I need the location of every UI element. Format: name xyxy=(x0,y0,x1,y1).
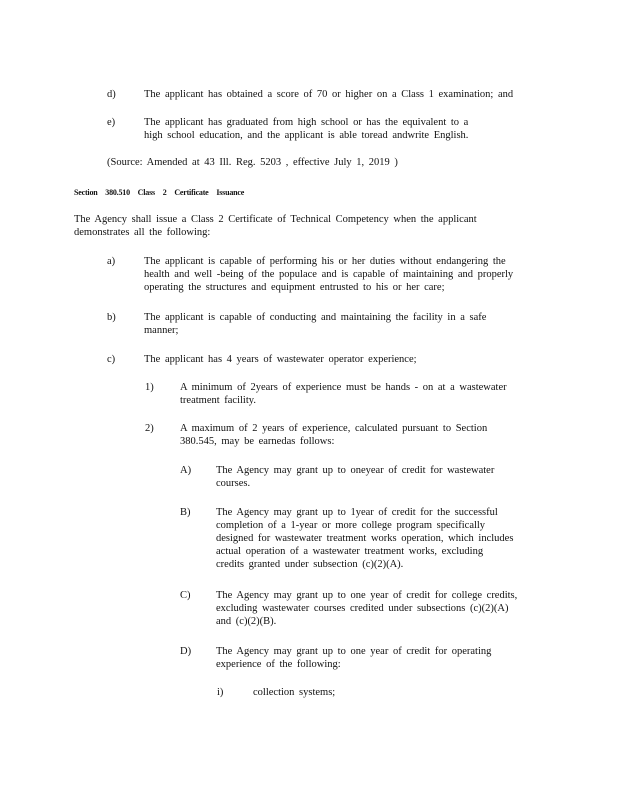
level3-D-line-1: The Agency may grant up to one year of credit for operating xyxy=(216,646,492,657)
level3-C-line-1: The Agency may grant up to one year of credit for college credits, xyxy=(216,590,518,601)
item-label-e: e) xyxy=(107,117,116,128)
level3-D-line-2: experience of the following: xyxy=(216,659,341,670)
level3-B-line-5: credits granted under subsection (c)(2)(A). xyxy=(216,559,404,570)
level3-label-C: C) xyxy=(180,590,191,601)
level1-a-line-3: operating the structures and equipment entrusted to his or her care; xyxy=(144,282,445,293)
level1-b-line-2: manner; xyxy=(144,325,179,336)
item-d-line-1: The applicant has obtained a score of 70 or higher on a Class 1 examination; and xyxy=(144,89,514,100)
level1-label-c: c) xyxy=(107,354,116,365)
level3-label-B: B) xyxy=(180,507,191,518)
item-e-line-2: high school education, and the applicant is able toread andwrite English. xyxy=(144,130,469,141)
level3-A-line-1: The Agency may grant up to oneyear of credit for wastewater xyxy=(216,465,495,476)
level3-B-line-1: The Agency may grant up to 1year of credit for the successful xyxy=(216,507,498,518)
level3-label-D: D) xyxy=(180,646,192,657)
level3-C-line-3: and (c)(2)(B). xyxy=(216,616,277,627)
intro-line-2: demonstrates all the following: xyxy=(74,227,211,238)
level2-2-line-1: A maximum of 2 years of experience, calculated pursuant to Section xyxy=(180,423,488,434)
level3-A-line-2: courses. xyxy=(216,478,251,489)
level2-1-line-1: A minimum of 2years of experience must be hands - on at a wastewater xyxy=(180,382,507,393)
level1-a-line-2: health and well -being of the populace and is capable of maintaining and properly xyxy=(144,269,514,280)
level1-a-line-1: The applicant is capable of performing his or her duties without endangering the xyxy=(144,256,506,267)
level3-label-A: A) xyxy=(180,465,192,476)
level2-label-1: 1) xyxy=(145,382,154,393)
level4-label-i: i) xyxy=(217,687,224,698)
intro-line-1: The Agency shall issue a Class 2 Certificate of Technical Competency when the applicant xyxy=(74,214,477,225)
level3-C-line-2: excluding wastewater courses credited under subsections (c)(2)(A) xyxy=(216,603,509,614)
level1-b-line-1: The applicant is capable of conducting and maintaining the facility in a safe xyxy=(144,312,487,323)
level3-B-line-3: designed for wastewater treatment works operation, which includes xyxy=(216,533,514,544)
level1-label-a: a) xyxy=(107,256,116,267)
level4-i-line-1: collection systems; xyxy=(253,687,336,698)
level2-1-line-2: treatment facility. xyxy=(180,395,256,406)
level2-label-2: 2) xyxy=(145,423,154,434)
level2-2-line-2: 380.545, may be earnedas follows: xyxy=(180,436,335,447)
source-note: (Source: Amended at 43 Ill. Reg. 5203 , effective July 1, 2019 ) xyxy=(107,157,398,168)
level3-B-line-4: actual operation of a wastewater treatment works, excluding xyxy=(216,546,484,557)
item-e-line-1: The applicant has graduated from high school or has the equivalent to a xyxy=(144,117,469,128)
item-label-d: d) xyxy=(107,89,116,100)
level1-label-b: b) xyxy=(107,312,116,323)
section-heading: Section 380.510 Class 2 Certificate Issuance xyxy=(74,188,245,197)
level1-c-line-1: The applicant has 4 years of wastewater operator experience; xyxy=(144,354,417,365)
level3-B-line-2: completion of a 1-year or more college program specifically xyxy=(216,520,486,531)
